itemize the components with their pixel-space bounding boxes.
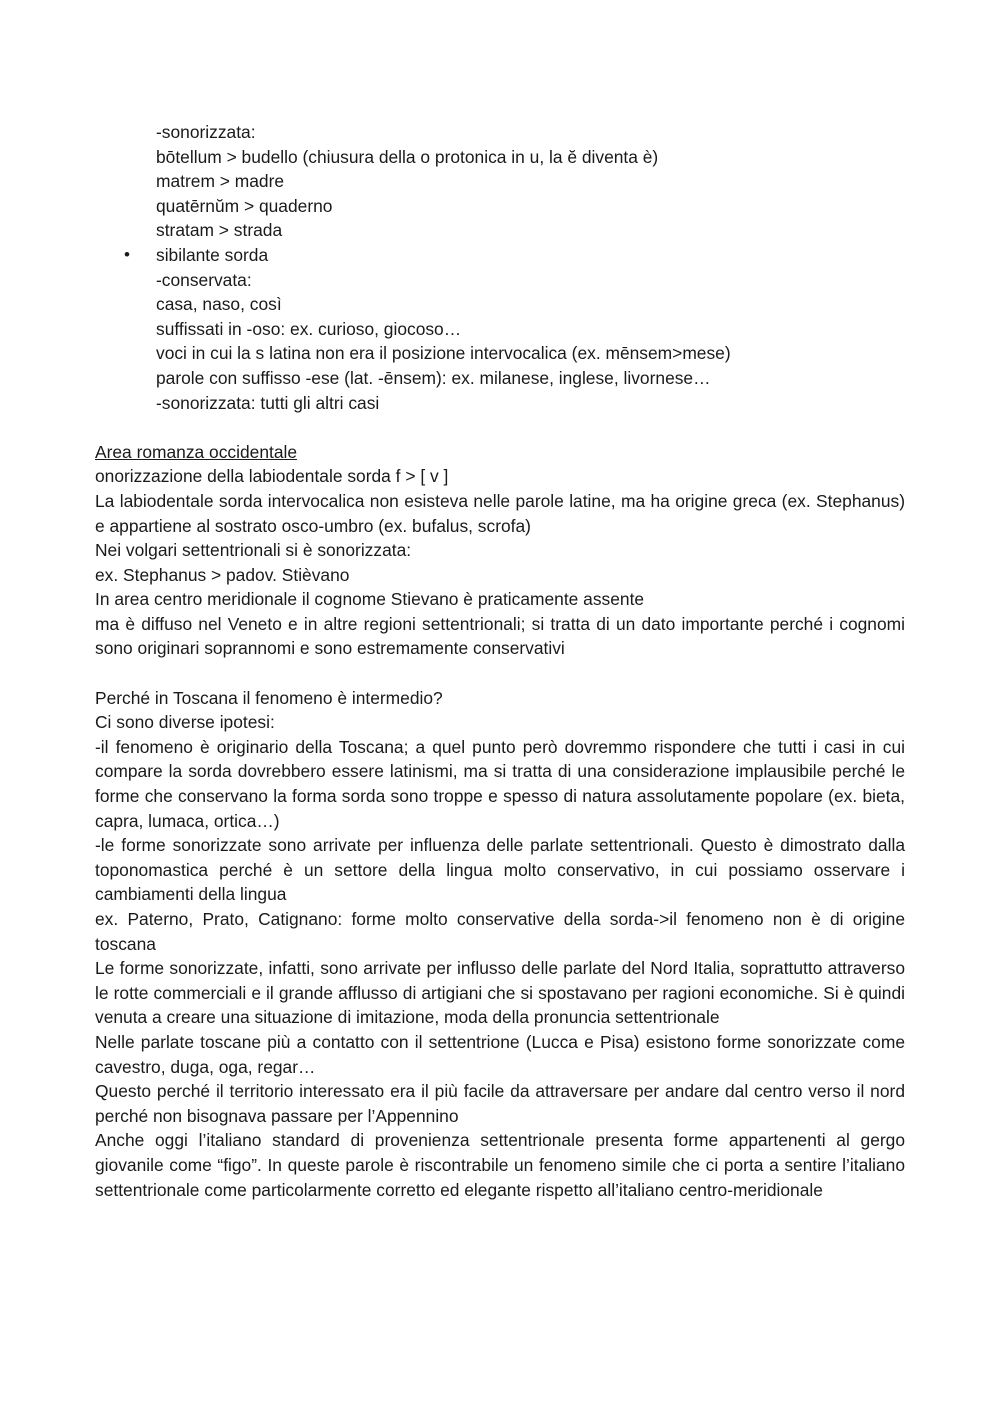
list-line: voci in cui la s latina non era il posizione intervocalica (ex. mēnsem>mese) — [156, 343, 731, 364]
paragraph: Questo perché il territorio interessato era il più facile da attraversare per andare dal centro verso il nord perché non bisognava passare per l’Appennino — [95, 1081, 905, 1126]
blank-line — [95, 661, 905, 686]
list-line: -conservata: — [156, 269, 252, 290]
paragraph: Ci sono diverse ipotesi: — [95, 712, 275, 733]
list-line: -sonorizzata: tutti gli altri casi — [156, 392, 380, 413]
paragraph: -il fenomeno è originario della Toscana; a quel punto però dovremmo rispondere che tutti i casi in cui compare la sorda dovrebbero essere latinismi, ma si tratta di una considerazione implausibile perché le forme che conservano la forma sorda sono troppe e spesso di natura assolutamente popolare (ex. bieta, capra, lumaca, ortica…) — [95, 736, 905, 831]
list-line: casa, naso, così — [156, 294, 282, 315]
section-subheading: onorizzazione della labiodentale sorda f > [ v ] — [95, 466, 449, 487]
paragraph: In area centro meridionale il cognome Stievano è praticamente assente — [95, 589, 645, 610]
indented-list-block — [95, 120, 905, 243]
list-line: matrem > madre — [156, 171, 285, 192]
paragraph: Perché in Toscana il fenomeno è intermedio? — [95, 687, 443, 708]
bullet-sublist — [95, 268, 905, 416]
section-heading: Area romanza occidentale — [95, 441, 298, 462]
paragraph: Nei volgari settentrionali si è sonorizzata: — [95, 540, 412, 561]
list-line: stratam > strada — [156, 220, 283, 241]
paragraph: ex. Stephanus > padov. Stièvano — [95, 564, 350, 585]
paragraph: La labiodentale sorda intervocalica non esisteva nelle parole latine, ma ha origine greca (ex. Stephanus) e appartiene al sostrato osco-umbro (ex. bufalus, scrofa) — [95, 490, 905, 536]
blank-line — [95, 415, 905, 440]
bullet-item — [95, 243, 905, 268]
list-line: bōtellum > budello (chiusura della o protonica in u, la ĕ diventa è) — [156, 146, 659, 167]
list-line: quatērnŭm > quaderno — [156, 195, 333, 216]
paragraph: ma è diffuso nel Veneto e in altre regioni settentrionali; si tratta di un dato importante perché i cognomi sono originari soprannomi e sono estremamente conservativi — [95, 613, 905, 659]
paragraph: Nelle parlate toscane più a contatto con il settentrione (Lucca e Pisa) esistono forme sonorizzate come cavestro, duga, oga, regar… — [95, 1031, 905, 1077]
paragraph: ex. Paterno, Prato, Catignano: forme molto conservative della sorda->il fenomeno non è di origine toscana — [95, 909, 905, 954]
paragraph: -le forme sonorizzate sono arrivate per influenza delle parlate settentrionali. Questo è dimostrato dalla toponomastica perché è un settore della lingua molto conservativo, in cui possiamo osservare i cambiamenti della lingua — [95, 835, 905, 905]
document-page — [95, 120, 905, 1202]
list-line: suffissati in -oso: ex. curioso, giocoso… — [156, 318, 462, 339]
paragraph: Anche oggi l’italiano standard di provenienza settentrionale presenta forme appartenenti al gergo giovanile come “figo”. In queste parole è riscontrabile un fenomeno simile che ci porta a sentire l’italiano settentrionale come particolarmente corretto ed elegante rispetto all’italiano centro-meridionale — [95, 1130, 905, 1200]
list-line: parole con suffisso -ese (lat. -ēnsem): ex. milanese, inglese, livornese… — [156, 367, 711, 388]
bullet-icon: • — [124, 244, 130, 264]
paragraph: Le forme sonorizzate, infatti, sono arrivate per influsso delle parlate del Nord Italia, soprattutto attraverso le rotte commerciali e il grande afflusso di artigiani che si spostavano per ragioni economiche. Si è quindi venuta a creare una situazione di imitazione, moda della pronuncia settentrionale — [95, 958, 905, 1028]
bullet-item-label: sibilante sorda — [156, 244, 269, 265]
list-line: -sonorizzata: — [156, 122, 256, 142]
